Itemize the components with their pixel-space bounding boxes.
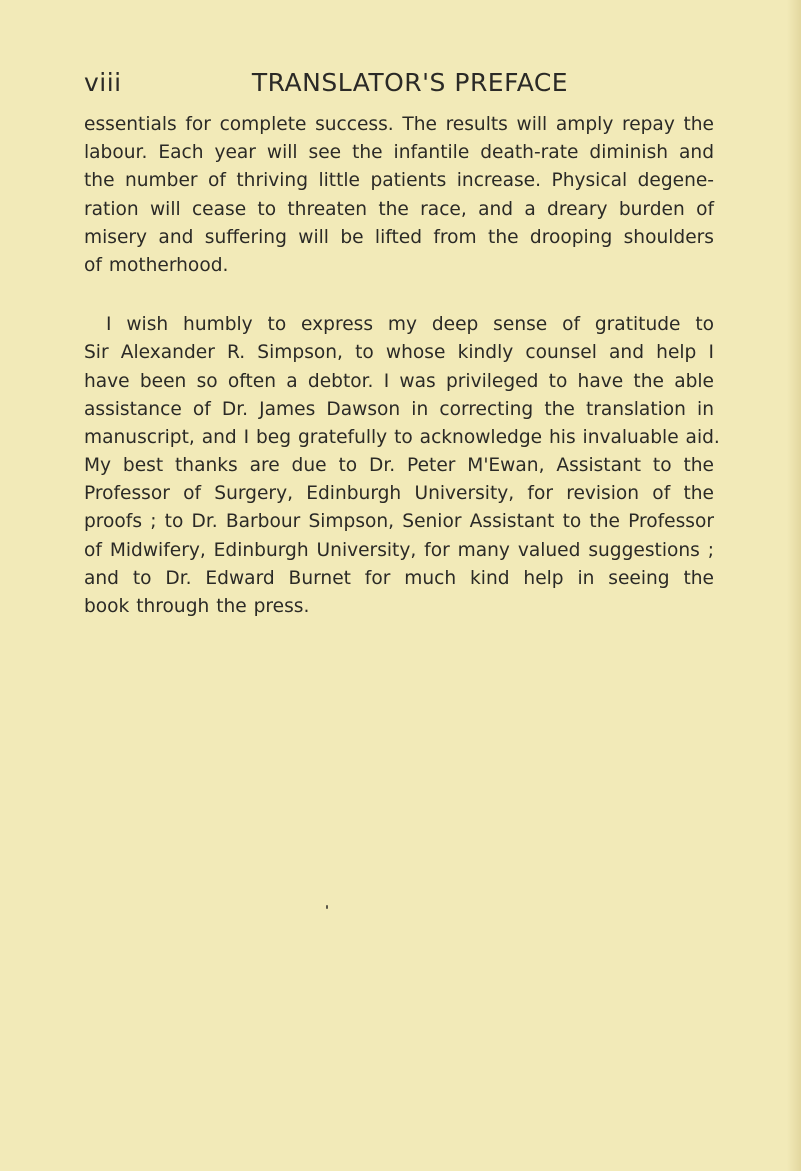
running-head bbox=[84, 66, 714, 100]
page-edge-shadow bbox=[787, 0, 801, 1171]
text-line: ration will cease to threaten the race, and a dreary burden of bbox=[84, 198, 714, 220]
paragraph-2 bbox=[84, 311, 720, 621]
text-line: Sir Alexander R. Simpson, to whose kindly counsel and help I bbox=[84, 342, 714, 364]
text-line: I wish humbly to express my deep sense of gratitude to bbox=[106, 314, 714, 336]
text-line: misery and suffering will be lifted from the drooping shoulders bbox=[84, 226, 714, 248]
text-line: labour. Each year will see the infantile death-rate diminish and bbox=[84, 142, 714, 164]
text-line: book through the press. bbox=[84, 596, 310, 617]
paragraph-gap bbox=[84, 280, 714, 311]
text-line: and to Dr. Edward Burnet for much kind help in seeing the bbox=[84, 567, 714, 589]
page-number: viii bbox=[84, 68, 122, 97]
paper-speck bbox=[326, 905, 328, 909]
text-line: assistance of Dr. James Dawson in correcting the translation in bbox=[84, 398, 714, 420]
text-line: proofs ; to Dr. Barbour Simpson, Senior Assistant to the Professor bbox=[84, 511, 714, 533]
body-text bbox=[84, 111, 720, 621]
running-title: TRANSLATOR'S PREFACE bbox=[251, 68, 569, 97]
text-line: of motherhood. bbox=[84, 254, 229, 276]
text-line: My best thanks are due to Dr. Peter M'Ewan, Assistant to the bbox=[84, 455, 714, 477]
text-line: have been so often a debtor. I was privileged to have the able bbox=[84, 370, 714, 392]
text-line: essentials for complete success. The results will amply repay the bbox=[84, 114, 714, 135]
text-line: of Midwifery, Edinburgh University, for many valued suggestions ; bbox=[84, 539, 714, 561]
text-line: the number of thriving little patients increase. Physical degene- bbox=[84, 170, 714, 192]
text-line: manuscript, and I beg gratefully to acknowledge his invaluable aid. bbox=[84, 426, 720, 448]
paragraph-1 bbox=[84, 111, 714, 280]
text-line: Professor of Surgery, Edinburgh University, for revision of the bbox=[84, 483, 714, 505]
